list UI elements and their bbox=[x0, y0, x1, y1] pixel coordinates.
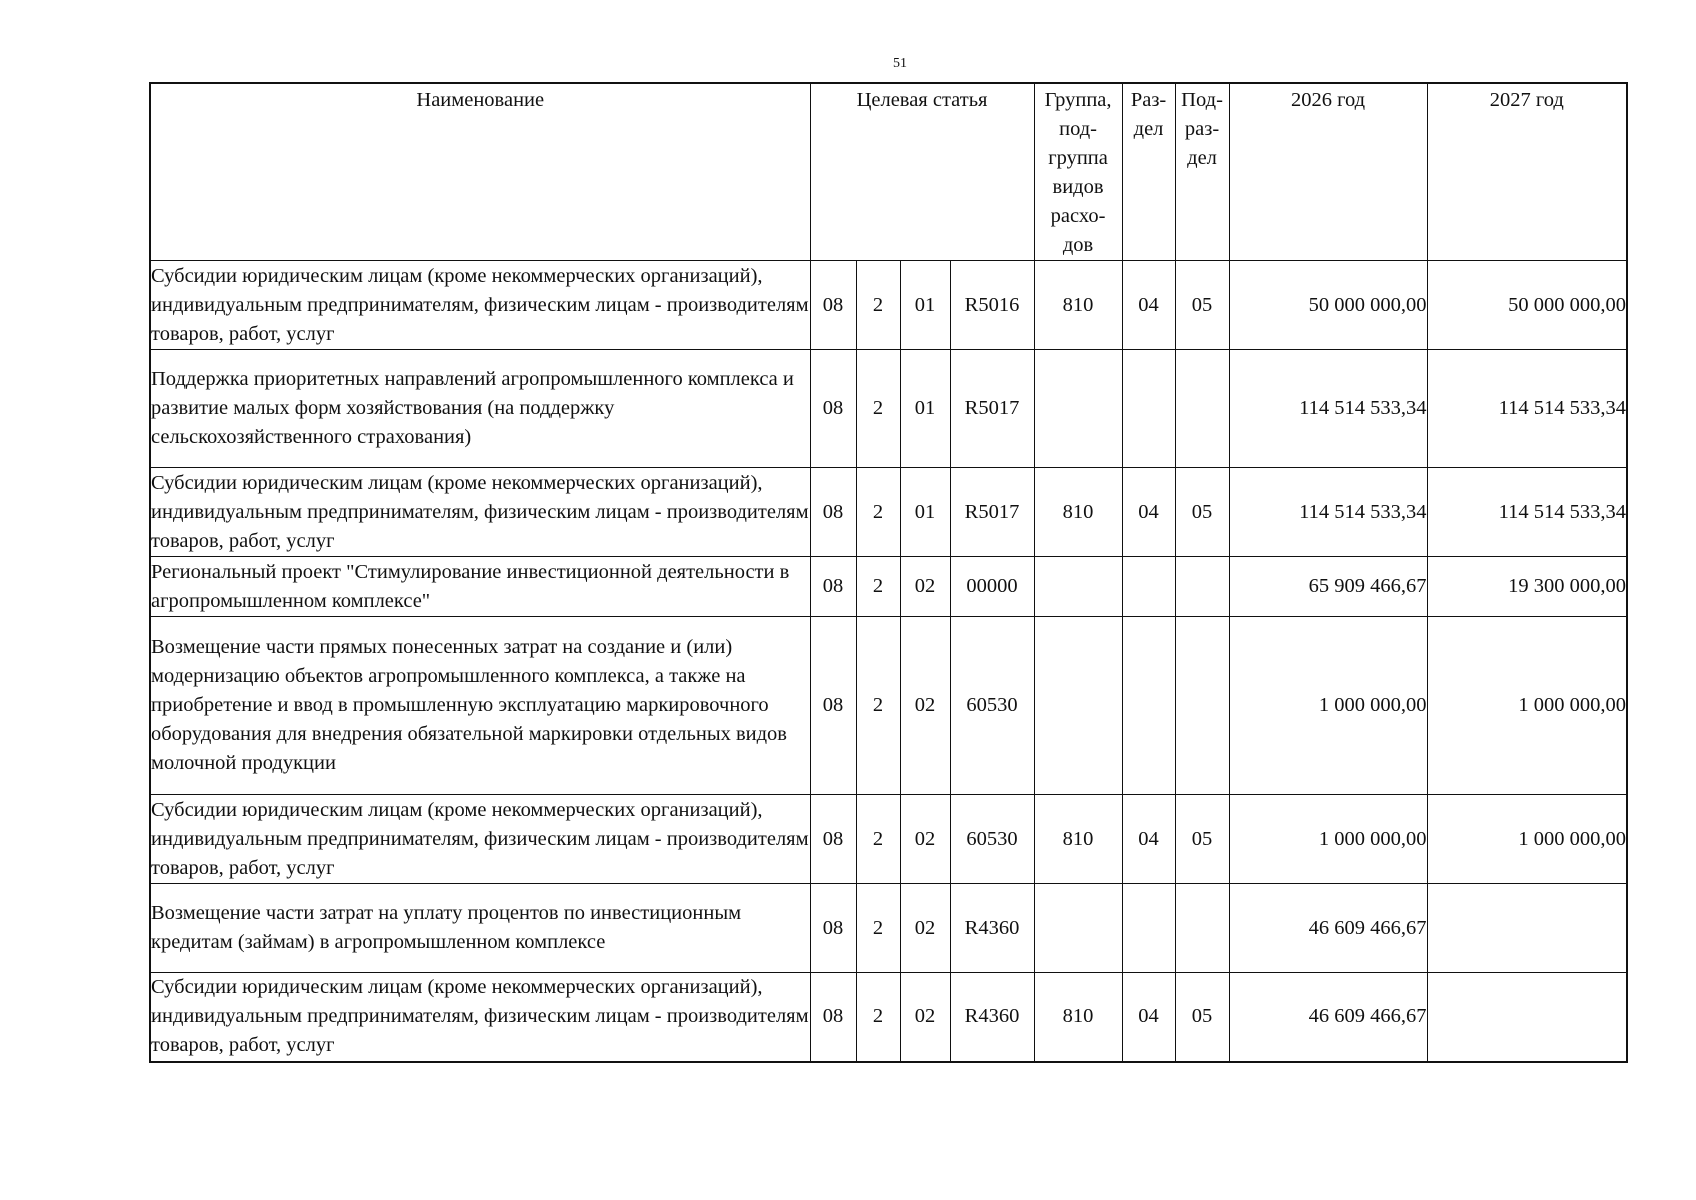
header-year-2026: 2026 год bbox=[1229, 83, 1427, 261]
row-direction-code: R5017 bbox=[950, 350, 1034, 468]
row-section bbox=[1122, 617, 1175, 795]
row-name: Субсидии юридическим лицам (кроме некоммерческих организаций), индивидуальным предпринимателям, физическим лицам - производителям товаров, работ, услуг bbox=[150, 261, 810, 350]
row-name: Поддержка приоритетных направлений агропромышленного комплекса и развитие малых форм хозяйствования (на поддержку сельскохозяйственного страхования) bbox=[150, 350, 810, 468]
row-amount-2027: 114 514 533,34 bbox=[1427, 468, 1627, 557]
row-subsection: 05 bbox=[1175, 973, 1229, 1062]
row-expense-group: 810 bbox=[1034, 973, 1122, 1062]
row-program-code: 08 bbox=[810, 795, 856, 884]
row-amount-2026: 50 000 000,00 bbox=[1229, 261, 1427, 350]
row-subsection bbox=[1175, 617, 1229, 795]
table-row bbox=[150, 973, 1627, 1062]
table-header-row bbox=[150, 83, 1627, 261]
row-amount-2027 bbox=[1427, 884, 1627, 973]
row-amount-2026: 46 609 466,67 bbox=[1229, 884, 1427, 973]
row-subprogram-code: 2 bbox=[856, 795, 900, 884]
table-row bbox=[150, 468, 1627, 557]
row-amount-2027: 50 000 000,00 bbox=[1427, 261, 1627, 350]
row-name: Субсидии юридическим лицам (кроме некоммерческих организаций), индивидуальным предпринимателям, физическим лицам - производителям товаров, работ, услуг bbox=[150, 468, 810, 557]
row-section bbox=[1122, 884, 1175, 973]
row-amount-2027: 114 514 533,34 bbox=[1427, 350, 1627, 468]
row-expense-group bbox=[1034, 884, 1122, 973]
row-name: Возмещение части затрат на уплату процентов по инвестиционным кредитам (займам) в агропромышленном комплексе bbox=[150, 884, 810, 973]
row-section: 04 bbox=[1122, 261, 1175, 350]
row-name: Возмещение части прямых понесенных затрат на создание и (или) модернизацию объектов агропромышленного комплекса, а также на приобретение и ввод в промышленную эксплуатацию маркировочного оборудования для внедрения обязательной маркировки отдельных видов молочной продукции bbox=[150, 617, 810, 795]
row-subprogram-code: 2 bbox=[856, 884, 900, 973]
row-direction-code: 60530 bbox=[950, 795, 1034, 884]
row-section bbox=[1122, 557, 1175, 617]
row-amount-2027: 1 000 000,00 bbox=[1427, 617, 1627, 795]
row-amount-2027 bbox=[1427, 973, 1627, 1062]
row-subsection bbox=[1175, 557, 1229, 617]
table-row bbox=[150, 795, 1627, 884]
row-section: 04 bbox=[1122, 973, 1175, 1062]
table-row bbox=[150, 261, 1627, 350]
row-program-code: 08 bbox=[810, 973, 856, 1062]
row-direction-code: R4360 bbox=[950, 884, 1034, 973]
row-event-code: 02 bbox=[900, 973, 950, 1062]
row-direction-code: R5017 bbox=[950, 468, 1034, 557]
table-row bbox=[150, 617, 1627, 795]
row-subsection: 05 bbox=[1175, 261, 1229, 350]
row-event-code: 01 bbox=[900, 350, 950, 468]
row-subprogram-code: 2 bbox=[856, 468, 900, 557]
header-target-article: Целевая статья bbox=[810, 83, 1034, 261]
row-section: 04 bbox=[1122, 795, 1175, 884]
header-subsection: Под- раз- дел bbox=[1175, 83, 1229, 261]
row-amount-2026: 46 609 466,67 bbox=[1229, 973, 1427, 1062]
row-amount-2026: 1 000 000,00 bbox=[1229, 795, 1427, 884]
budget-table bbox=[149, 82, 1628, 1063]
row-program-code: 08 bbox=[810, 557, 856, 617]
table-row bbox=[150, 350, 1627, 468]
row-amount-2026: 1 000 000,00 bbox=[1229, 617, 1427, 795]
header-expense-group: Группа, под- группа видов расхо- дов bbox=[1034, 83, 1122, 261]
row-section: 04 bbox=[1122, 468, 1175, 557]
row-subsection: 05 bbox=[1175, 468, 1229, 557]
row-name: Субсидии юридическим лицам (кроме некоммерческих организаций), индивидуальным предпринимателям, физическим лицам - производителям товаров, работ, услуг bbox=[150, 973, 810, 1062]
row-expense-group: 810 bbox=[1034, 468, 1122, 557]
header-year-2027: 2027 год bbox=[1427, 83, 1627, 261]
row-event-code: 02 bbox=[900, 795, 950, 884]
row-program-code: 08 bbox=[810, 468, 856, 557]
row-section bbox=[1122, 350, 1175, 468]
header-name: Наименование bbox=[150, 83, 810, 261]
row-amount-2026: 114 514 533,34 bbox=[1229, 468, 1427, 557]
row-direction-code: R5016 bbox=[950, 261, 1034, 350]
row-name: Субсидии юридическим лицам (кроме некоммерческих организаций), индивидуальным предпринимателям, физическим лицам - производителям товаров, работ, услуг bbox=[150, 795, 810, 884]
row-expense-group: 810 bbox=[1034, 261, 1122, 350]
table-row bbox=[150, 557, 1627, 617]
row-expense-group: 810 bbox=[1034, 795, 1122, 884]
row-name: Региональный проект "Стимулирование инвестиционной деятельности в агропромышленном комплексе" bbox=[150, 557, 810, 617]
row-expense-group bbox=[1034, 617, 1122, 795]
row-amount-2027: 19 300 000,00 bbox=[1427, 557, 1627, 617]
row-subsection: 05 bbox=[1175, 795, 1229, 884]
row-program-code: 08 bbox=[810, 617, 856, 795]
row-event-code: 01 bbox=[900, 468, 950, 557]
row-direction-code: 60530 bbox=[950, 617, 1034, 795]
row-expense-group bbox=[1034, 350, 1122, 468]
row-amount-2027: 1 000 000,00 bbox=[1427, 795, 1627, 884]
row-direction-code: 00000 bbox=[950, 557, 1034, 617]
row-subprogram-code: 2 bbox=[856, 350, 900, 468]
row-expense-group bbox=[1034, 557, 1122, 617]
row-event-code: 02 bbox=[900, 557, 950, 617]
row-amount-2026: 114 514 533,34 bbox=[1229, 350, 1427, 468]
row-program-code: 08 bbox=[810, 350, 856, 468]
row-subprogram-code: 2 bbox=[856, 617, 900, 795]
row-event-code: 02 bbox=[900, 617, 950, 795]
row-event-code: 01 bbox=[900, 261, 950, 350]
row-program-code: 08 bbox=[810, 261, 856, 350]
page-number: 51 bbox=[893, 56, 907, 71]
row-amount-2026: 65 909 466,67 bbox=[1229, 557, 1427, 617]
row-subprogram-code: 2 bbox=[856, 557, 900, 617]
row-subprogram-code: 2 bbox=[856, 261, 900, 350]
row-subsection bbox=[1175, 884, 1229, 973]
header-section: Раз- дел bbox=[1122, 83, 1175, 261]
row-subsection bbox=[1175, 350, 1229, 468]
row-program-code: 08 bbox=[810, 884, 856, 973]
row-direction-code: R4360 bbox=[950, 973, 1034, 1062]
row-event-code: 02 bbox=[900, 884, 950, 973]
row-subprogram-code: 2 bbox=[856, 973, 900, 1062]
table-row bbox=[150, 884, 1627, 973]
